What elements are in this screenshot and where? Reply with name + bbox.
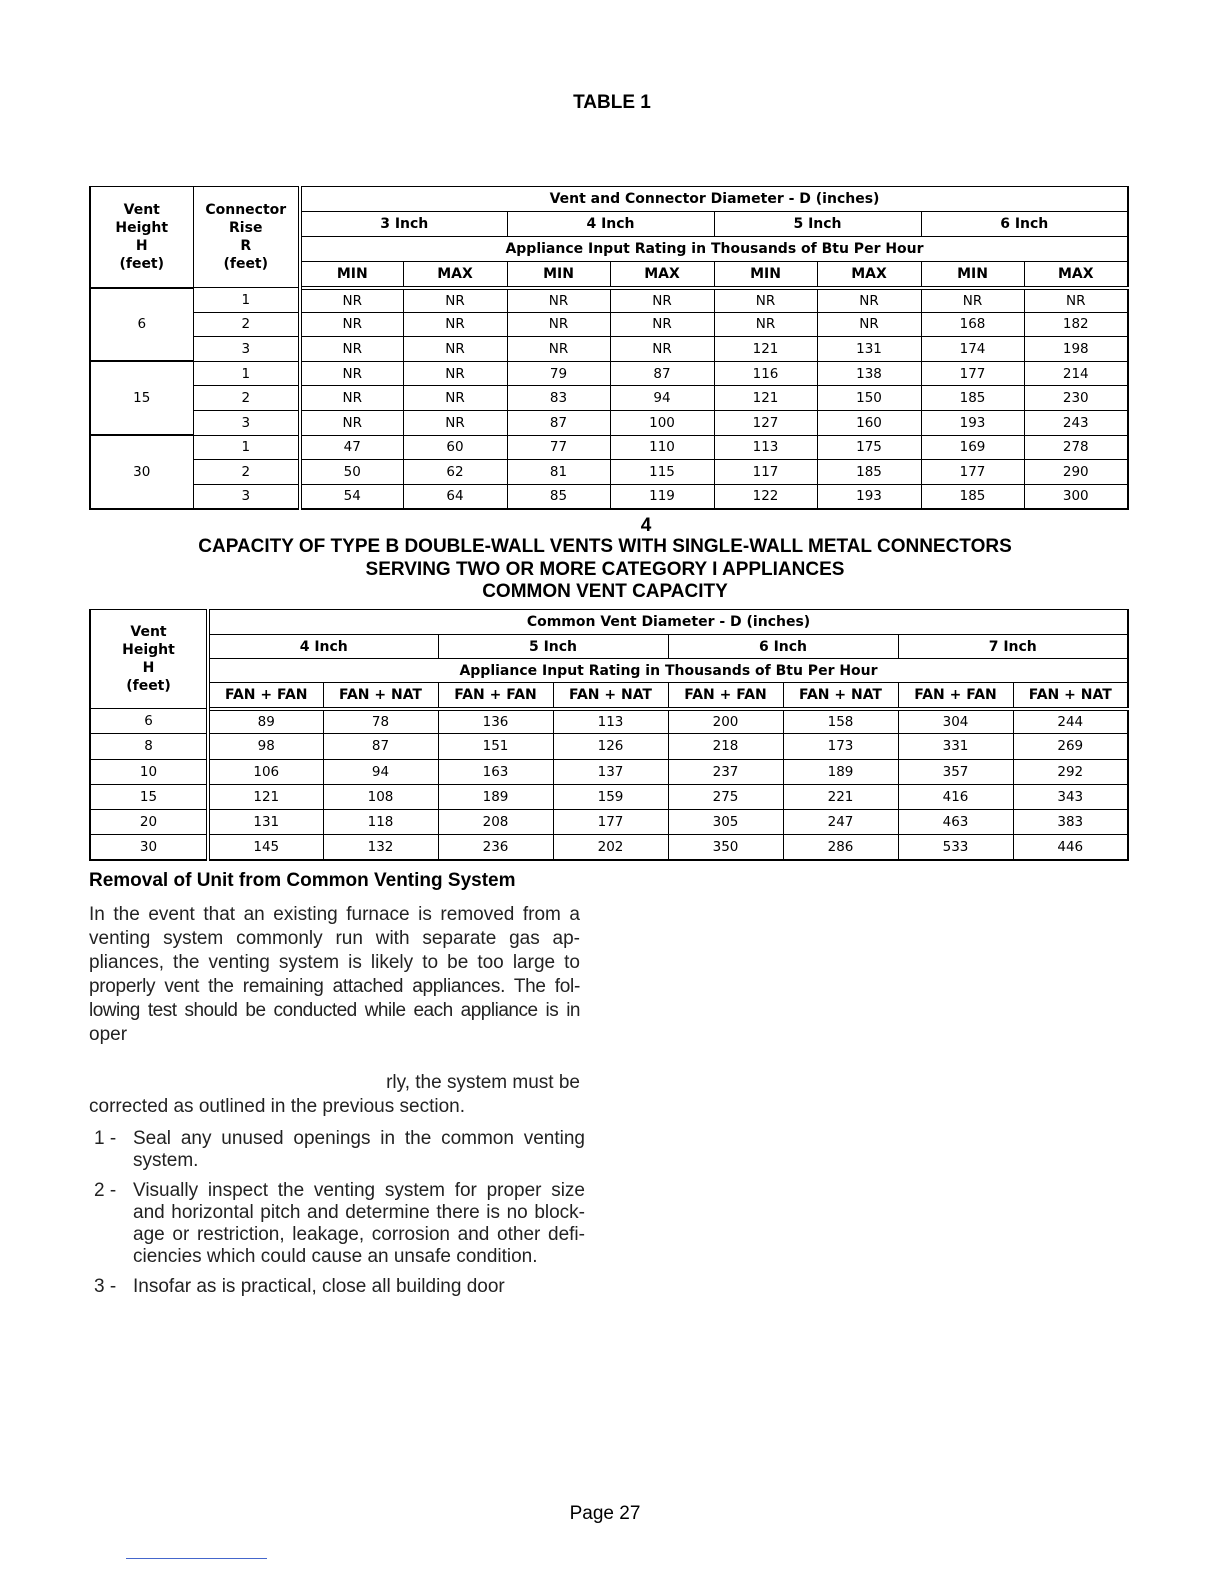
table-cell: NR [817, 312, 921, 337]
vent-height-cell: 6 [90, 709, 208, 734]
table-cell: 131 [208, 810, 323, 835]
table-cell: NR [921, 288, 1024, 313]
table-row [90, 312, 1128, 337]
table-cell: 446 [1013, 835, 1128, 860]
table-row [90, 810, 1128, 835]
table-cell: 243 [1024, 410, 1128, 435]
connector-rise-cell: 1 [193, 288, 300, 313]
table-cell: 182 [1024, 312, 1128, 337]
table-cell: NR [403, 386, 507, 411]
table-cell: 160 [817, 410, 921, 435]
table-cell: 300 [1024, 484, 1128, 509]
vent-height-cell: 15 [90, 784, 208, 809]
table-cell: 177 [921, 361, 1024, 386]
table-row [90, 759, 1128, 784]
table-row [90, 835, 1128, 860]
table-cell: 137 [553, 759, 668, 784]
list-item [94, 1128, 585, 1174]
table-cell: NR [610, 288, 714, 313]
table-cell: 278 [1024, 435, 1128, 460]
table-cell: 113 [714, 435, 817, 460]
table-cell: 189 [783, 759, 898, 784]
vent-height-header: Vent Height H (feet) [90, 610, 208, 709]
table-cell: 163 [438, 759, 553, 784]
table-cell: 193 [817, 484, 921, 509]
table-cell: 237 [668, 759, 783, 784]
table-cell: 185 [921, 386, 1024, 411]
list-number: 2 - [94, 1180, 117, 1201]
table-row [90, 460, 1128, 485]
table-cell: 202 [553, 835, 668, 860]
paragraph-line: lowing test should be conducted while each appliance is in [89, 1000, 580, 1021]
minmax-header: MIN [921, 262, 1024, 288]
table2-title-line: COMMON VENT CAPACITY [482, 581, 728, 602]
table1-title: TABLE 1 [573, 92, 651, 113]
table-cell: 177 [553, 810, 668, 835]
table-cell: 78 [323, 709, 438, 734]
table-cell: 50 [300, 460, 403, 485]
table-cell: NR [403, 312, 507, 337]
table-cell: NR [300, 312, 403, 337]
connector-rise-cell: 2 [193, 386, 300, 411]
table-row [90, 784, 1128, 809]
footer-rule [126, 1558, 267, 1559]
list-text: Visually inspect the venting system for proper size and horizontal pitch and determine there is no block-age or restriction, leakage, corrosion and other defi-ciencies which could cause an unsafe condition. [133, 1180, 585, 1267]
connector-rise-cell: 1 [193, 361, 300, 386]
table-row [90, 410, 1128, 435]
table-cell: 131 [817, 337, 921, 362]
table-cell: 119 [610, 484, 714, 509]
vent-height-cell: 30 [90, 435, 193, 509]
table-cell: 47 [300, 435, 403, 460]
connector-rise-cell: 3 [193, 410, 300, 435]
table-cell: 100 [610, 410, 714, 435]
paragraph-line: pliances, the venting system is likely to be too large to [89, 952, 580, 973]
page-number: Page 27 [569, 1503, 641, 1524]
table-cell: NR [1024, 288, 1128, 313]
connector-rise-cell: 2 [193, 312, 300, 337]
table-cell: 81 [507, 460, 610, 485]
vent-height-cell: 8 [90, 734, 208, 759]
connector-rise-cell: 3 [193, 337, 300, 362]
table-cell: 87 [610, 361, 714, 386]
table-cell: 189 [438, 784, 553, 809]
table-cell: NR [403, 410, 507, 435]
table-cell: 175 [817, 435, 921, 460]
table-cell: 94 [323, 759, 438, 784]
diameter-header: 7 Inch [898, 635, 1128, 659]
table-cell: 77 [507, 435, 610, 460]
diameter-header: 5 Inch [438, 635, 668, 659]
vent-height-cell: 20 [90, 810, 208, 835]
table-cell: NR [300, 361, 403, 386]
paragraph-line: oper [89, 1024, 128, 1045]
table-cell: 193 [921, 410, 1024, 435]
table-cell: 292 [1013, 759, 1128, 784]
connector-rise-header: Connector Rise R (feet) [193, 187, 300, 288]
table-row [90, 435, 1128, 460]
table-cell: 132 [323, 835, 438, 860]
diameter-header: 6 Inch [921, 212, 1128, 237]
table-cell: 350 [668, 835, 783, 860]
common-vent-capacity-table [89, 609, 1129, 861]
table-cell: 218 [668, 734, 783, 759]
fan-type-header: FAN + NAT [1013, 683, 1128, 709]
minmax-header: MIN [714, 262, 817, 288]
table-cell: NR [300, 288, 403, 313]
table-cell: 118 [323, 810, 438, 835]
table-cell: NR [300, 410, 403, 435]
list-number: 3 - [94, 1276, 117, 1297]
table2-title-line: CAPACITY OF TYPE B DOUBLE-WALL VENTS WITH SINGLE-WALL METAL CONNECTORS [198, 536, 1012, 557]
list-item [94, 1180, 585, 1272]
table-cell: NR [507, 312, 610, 337]
list-item [94, 1276, 585, 1300]
table-cell: 463 [898, 810, 1013, 835]
table-cell: NR [403, 337, 507, 362]
list-text: Seal any unused openings in the common venting system. [133, 1128, 585, 1171]
table-cell: 173 [783, 734, 898, 759]
table-cell: 87 [323, 734, 438, 759]
table-cell: 275 [668, 784, 783, 809]
table-cell: 94 [610, 386, 714, 411]
paragraph-line: In the event that an existing furnace is removed from a [89, 904, 580, 925]
paragraph-fragment: corrected as outlined in the previous section. [89, 1096, 465, 1117]
table-cell: 185 [921, 484, 1024, 509]
table-cell: NR [507, 337, 610, 362]
table-cell: 208 [438, 810, 553, 835]
table-row [90, 386, 1128, 411]
section-paragraph [89, 903, 580, 1047]
rating-header: Appliance Input Rating in Thousands of Btu Per Hour [208, 659, 1128, 683]
table-cell: 236 [438, 835, 553, 860]
table-cell: 60 [403, 435, 507, 460]
table-row [90, 361, 1128, 386]
table-cell: NR [300, 386, 403, 411]
table-cell: 343 [1013, 784, 1128, 809]
table-cell: 145 [208, 835, 323, 860]
table-cell: 121 [714, 337, 817, 362]
table-cell: 121 [714, 386, 817, 411]
table-cell: 122 [714, 484, 817, 509]
vent-height-cell: 10 [90, 759, 208, 784]
table-cell: 305 [668, 810, 783, 835]
table-cell: 159 [553, 784, 668, 809]
table-row [90, 709, 1128, 734]
connector-rise-cell: 3 [193, 484, 300, 509]
fan-type-header: FAN + NAT [553, 683, 668, 709]
table-cell: NR [714, 288, 817, 313]
fan-type-header: FAN + FAN [668, 683, 783, 709]
table-cell: NR [300, 337, 403, 362]
list-text: Insofar as is practical, close all building door [133, 1276, 505, 1297]
table-cell: 115 [610, 460, 714, 485]
diameter-header: 4 Inch [507, 212, 714, 237]
fan-type-header: FAN + FAN [208, 683, 323, 709]
table-cell: NR [817, 288, 921, 313]
paragraph-fragment: rly, the system must be [386, 1072, 580, 1093]
table-cell: 533 [898, 835, 1013, 860]
table-cell: 304 [898, 709, 1013, 734]
table-cell: 230 [1024, 386, 1128, 411]
table-cell: 247 [783, 810, 898, 835]
table-cell: 357 [898, 759, 1013, 784]
table-row [90, 484, 1128, 509]
table-cell: 136 [438, 709, 553, 734]
rating-header: Appliance Input Rating in Thousands of Btu Per Hour [300, 237, 1128, 262]
table-cell: 174 [921, 337, 1024, 362]
vent-height-cell: 6 [90, 288, 193, 362]
paragraph-line: venting system commonly run with separate gas ap- [89, 928, 580, 949]
table-cell: 138 [817, 361, 921, 386]
table-cell: 116 [714, 361, 817, 386]
table-cell: NR [403, 288, 507, 313]
table-cell: 244 [1013, 709, 1128, 734]
table-cell: 177 [921, 460, 1024, 485]
table-cell: 83 [507, 386, 610, 411]
minmax-header: MAX [610, 262, 714, 288]
table-cell: 169 [921, 435, 1024, 460]
vent-connector-table [89, 186, 1129, 510]
paragraph-line: properly vent the remaining attached appliances. The fol- [89, 976, 580, 997]
diameter-header: 6 Inch [668, 635, 898, 659]
minmax-header: MIN [507, 262, 610, 288]
table-cell: 108 [323, 784, 438, 809]
table-cell: 106 [208, 759, 323, 784]
table-cell: 85 [507, 484, 610, 509]
minmax-header: MAX [1024, 262, 1128, 288]
diameter-header: 4 Inch [208, 635, 438, 659]
table-cell: 87 [507, 410, 610, 435]
table-cell: 151 [438, 734, 553, 759]
table-cell: NR [403, 361, 507, 386]
table-cell: 89 [208, 709, 323, 734]
table-cell: 113 [553, 709, 668, 734]
table-cell: 62 [403, 460, 507, 485]
table-cell: 126 [553, 734, 668, 759]
minmax-header: MAX [403, 262, 507, 288]
table2-title-line: SERVING TWO OR MORE CATEGORY I APPLIANCES [365, 559, 845, 580]
list-number: 1 - [94, 1128, 117, 1149]
table-cell: 269 [1013, 734, 1128, 759]
diameter-group-header: Vent and Connector Diameter - D (inches) [300, 187, 1128, 212]
vent-height-cell: 30 [90, 835, 208, 860]
table-cell: 64 [403, 484, 507, 509]
vent-height-header: Vent Height H (feet) [90, 187, 193, 288]
table-cell: 290 [1024, 460, 1128, 485]
table-cell: 200 [668, 709, 783, 734]
table-cell: 79 [507, 361, 610, 386]
table-row [90, 337, 1128, 362]
table-cell: 150 [817, 386, 921, 411]
table-cell: NR [610, 337, 714, 362]
fan-type-header: FAN + FAN [898, 683, 1013, 709]
table-cell: 127 [714, 410, 817, 435]
table-row [90, 734, 1128, 759]
diameter-group-header: Common Vent Diameter - D (inches) [208, 610, 1128, 635]
table2-number: 4 [640, 515, 652, 536]
fan-type-header: FAN + NAT [783, 683, 898, 709]
minmax-header: MAX [817, 262, 921, 288]
table-cell: 214 [1024, 361, 1128, 386]
table-cell: 383 [1013, 810, 1128, 835]
table-cell: 185 [817, 460, 921, 485]
table-cell: NR [610, 312, 714, 337]
table-cell: 168 [921, 312, 1024, 337]
table-cell: 110 [610, 435, 714, 460]
table-cell: 117 [714, 460, 817, 485]
table-cell: NR [714, 312, 817, 337]
connector-rise-cell: 2 [193, 460, 300, 485]
connector-rise-cell: 1 [193, 435, 300, 460]
table-cell: 98 [208, 734, 323, 759]
section-heading: Removal of Unit from Common Venting System [89, 870, 516, 891]
table-cell: 121 [208, 784, 323, 809]
table-cell: NR [507, 288, 610, 313]
table-cell: 221 [783, 784, 898, 809]
table-cell: 286 [783, 835, 898, 860]
diameter-header: 3 Inch [300, 212, 507, 237]
table-cell: 198 [1024, 337, 1128, 362]
diameter-header: 5 Inch [714, 212, 921, 237]
table-cell: 331 [898, 734, 1013, 759]
vent-height-cell: 15 [90, 361, 193, 435]
minmax-header: MIN [300, 262, 403, 288]
fan-type-header: FAN + FAN [438, 683, 553, 709]
fan-type-header: FAN + NAT [323, 683, 438, 709]
table-row [90, 288, 1128, 313]
table-cell: 158 [783, 709, 898, 734]
table-cell: 54 [300, 484, 403, 509]
table-cell: 416 [898, 784, 1013, 809]
